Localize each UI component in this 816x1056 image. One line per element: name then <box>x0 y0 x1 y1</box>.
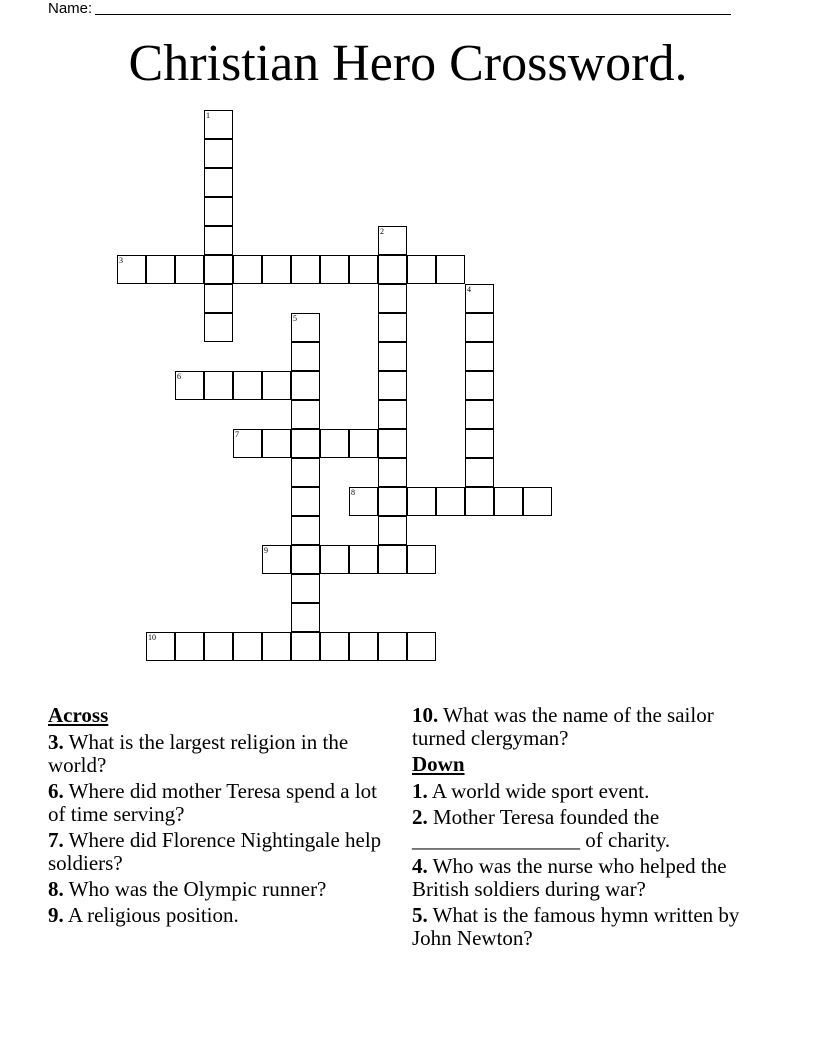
crossword-cell[interactable] <box>233 632 262 661</box>
clue-number-3: 3 <box>119 256 123 265</box>
crossword-cell[interactable] <box>233 371 262 400</box>
crossword-cell[interactable] <box>320 545 349 574</box>
crossword-cell[interactable] <box>378 342 407 371</box>
crossword-cell[interactable] <box>465 342 494 371</box>
crossword-cell[interactable] <box>320 632 349 661</box>
crossword-cell[interactable] <box>378 487 407 516</box>
crossword-cell[interactable] <box>378 458 407 487</box>
crossword-cell[interactable] <box>175 632 204 661</box>
clue-number-4: 4 <box>467 285 471 294</box>
down-clue-2: 2. Mother Teresa founded the ________________ of charity. <box>412 805 671 852</box>
name-label: Name: <box>48 0 93 17</box>
crossword-cell[interactable] <box>204 226 233 255</box>
crossword-cell[interactable] <box>291 516 320 545</box>
crossword-cell[interactable] <box>233 255 262 284</box>
clue-number-10: 10 <box>148 633 156 642</box>
crossword-cell[interactable] <box>175 255 204 284</box>
crossword-cell[interactable] <box>291 458 320 487</box>
crossword-cell[interactable] <box>291 400 320 429</box>
across-clue-6: 6. Where did mother Teresa spend a lot of time serving? <box>48 779 377 826</box>
across-heading: Across <box>48 703 109 727</box>
crossword-cell[interactable] <box>465 313 494 342</box>
crossword-cell[interactable] <box>291 574 320 603</box>
crossword-cell[interactable] <box>291 371 320 400</box>
crossword-cell[interactable] <box>291 487 320 516</box>
page-title: Christian Hero Crossword. <box>128 35 688 92</box>
crossword-cell[interactable] <box>378 632 407 661</box>
crossword-cell[interactable] <box>262 255 291 284</box>
down-clue-4: 4. Who was the nurse who helped the British soldiers during war? <box>412 854 727 901</box>
crossword-cell[interactable] <box>378 255 407 284</box>
crossword-cell[interactable] <box>291 603 320 632</box>
across-clue-3: 3. What is the largest religion in the world? <box>48 730 349 777</box>
clue-number-1: 1 <box>206 111 210 120</box>
crossword-cell[interactable] <box>465 400 494 429</box>
down-clue-1: 1. A world wide sport event. <box>412 779 650 803</box>
clue-number-5: 5 <box>293 314 297 323</box>
crossword-cell[interactable] <box>262 371 291 400</box>
crossword-cell[interactable] <box>349 632 378 661</box>
clue-number-9: 9 <box>264 546 268 555</box>
crossword-cell[interactable] <box>349 545 378 574</box>
crossword-cell[interactable] <box>291 632 320 661</box>
crossword-cell[interactable] <box>378 516 407 545</box>
crossword-cell[interactable] <box>291 429 320 458</box>
clue-number-2: 2 <box>380 227 384 236</box>
crossword-cell[interactable] <box>465 458 494 487</box>
clues-left-column <box>48 704 393 930</box>
crossword-cell[interactable] <box>349 429 378 458</box>
crossword-cell[interactable] <box>465 371 494 400</box>
crossword-cell[interactable] <box>291 255 320 284</box>
crossword-cell[interactable] <box>494 487 523 516</box>
clue-number-7: 7 <box>235 430 239 439</box>
down-heading: Down <box>412 752 465 776</box>
crossword-cell[interactable] <box>204 139 233 168</box>
across-clue-8: 8. Who was the Olympic runner? <box>48 877 327 901</box>
crossword-cell[interactable] <box>378 429 407 458</box>
crossword-cell[interactable] <box>320 255 349 284</box>
down-clue-5: 5. What is the famous hymn written by John Newton? <box>412 903 740 950</box>
crossword-cell[interactable] <box>349 255 378 284</box>
crossword-cell[interactable] <box>378 545 407 574</box>
clues-right-column <box>412 704 757 953</box>
crossword-cell[interactable] <box>204 632 233 661</box>
across-clue-7: 7. Where did Florence Nightingale help soldiers? <box>48 828 382 875</box>
crossword-cell[interactable] <box>378 313 407 342</box>
clue-number-6: 6 <box>177 372 181 381</box>
crossword-cell[interactable] <box>436 255 465 284</box>
crossword-cell[interactable] <box>378 371 407 400</box>
crossword-cell[interactable] <box>204 371 233 400</box>
crossword-cell[interactable] <box>204 255 233 284</box>
crossword-cell[interactable] <box>523 487 552 516</box>
crossword-cell[interactable] <box>204 197 233 226</box>
across-clue-9: 9. A religious position. <box>48 903 239 927</box>
crossword-cell[interactable] <box>407 255 436 284</box>
crossword-cell[interactable] <box>407 632 436 661</box>
crossword-cell[interactable] <box>204 284 233 313</box>
crossword-cell[interactable] <box>407 487 436 516</box>
crossword-cell[interactable] <box>407 545 436 574</box>
crossword-cell[interactable] <box>378 284 407 313</box>
crossword-cell[interactable] <box>465 429 494 458</box>
crossword-cell[interactable] <box>204 168 233 197</box>
crossword-cell[interactable] <box>436 487 465 516</box>
crossword-cell[interactable] <box>204 313 233 342</box>
crossword-cell[interactable] <box>146 255 175 284</box>
crossword-cell[interactable] <box>465 487 494 516</box>
crossword-cell[interactable] <box>262 429 291 458</box>
crossword-cell[interactable] <box>291 342 320 371</box>
crossword-cell[interactable] <box>320 429 349 458</box>
crossword-cell[interactable] <box>262 632 291 661</box>
across-clue-10: 10. What was the name of the sailor turned clergyman? <box>412 703 714 750</box>
crossword-cell[interactable] <box>378 400 407 429</box>
clue-number-8: 8 <box>351 488 355 497</box>
crossword-cell[interactable] <box>291 545 320 574</box>
